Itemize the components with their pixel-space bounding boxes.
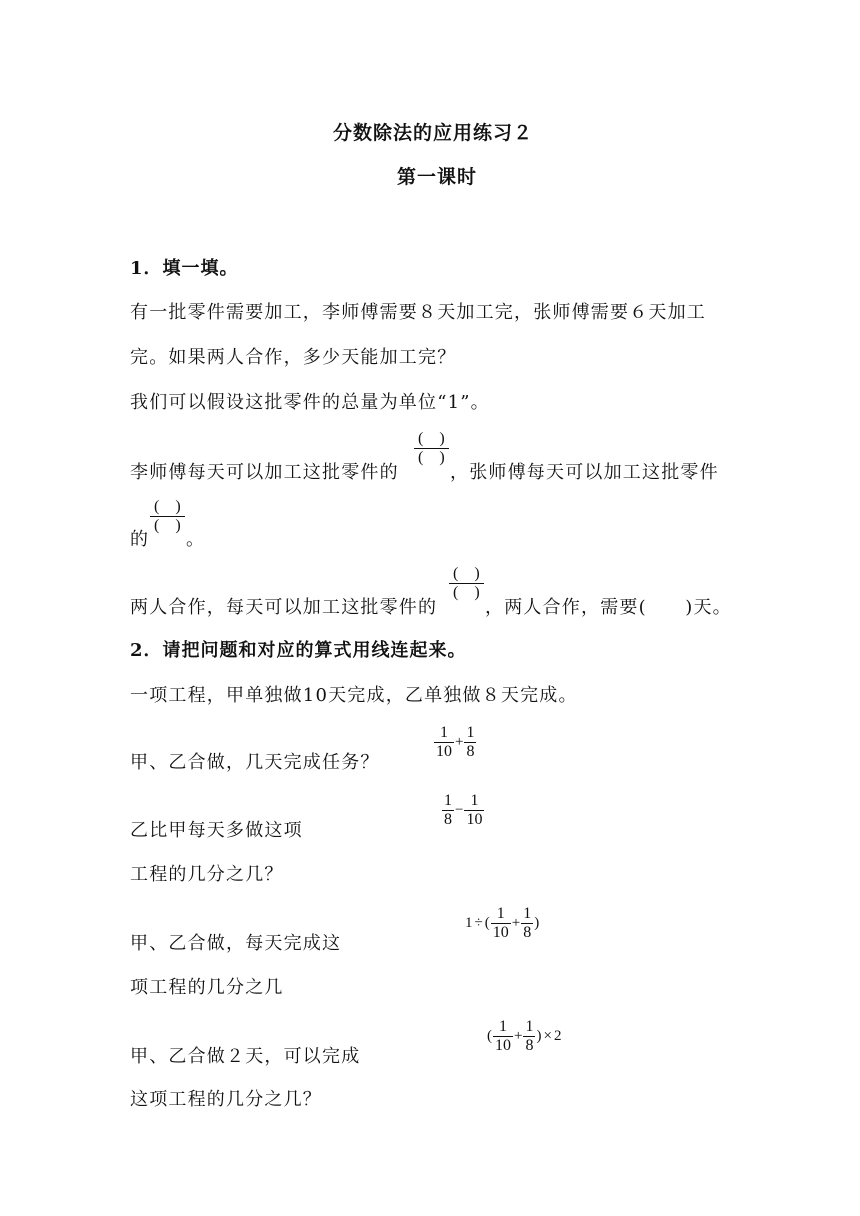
q1-line6-b: ，两人合作，需要( )天。 <box>485 597 732 618</box>
minus-sign: − <box>455 802 464 818</box>
fraction-one-eighth: $\frac{1}{8}$ <box>466 724 475 760</box>
q1-line5-b: 。 <box>186 529 206 550</box>
answer-fraction-together[interactable] <box>449 565 484 602</box>
answer-fraction-li[interactable] <box>414 430 449 467</box>
times-sign: × <box>543 1028 552 1044</box>
q1-line6-a: 两人合作，每天可以加工这批零件的 <box>130 597 438 618</box>
expression-difference[interactable] <box>442 792 484 829</box>
blank-denominator: ( ) <box>453 584 480 601</box>
answer-fraction-zhang[interactable] <box>150 498 185 535</box>
blank-numerator: ( ) <box>449 565 484 584</box>
divide-sign: ÷ <box>474 915 483 931</box>
q2-question-2-cont: 工程的几分之几？ <box>130 864 284 885</box>
expression-product[interactable]: ( $\frac{1}{10}$ + $\frac{1}{8}$ ) × 2 <box>487 1018 562 1054</box>
q2-heading: 2．请把问题和对应的算式用线连起来。 <box>130 640 467 661</box>
fraction-one-eighth: $\frac{1}{8}$ <box>523 905 532 941</box>
q2-question-3[interactable]: 甲、乙合做，每天完成这 <box>130 933 342 954</box>
page-subtitle: 第一课时 <box>397 166 478 188</box>
blank-denominator: ( ) <box>154 517 181 534</box>
q1-line3: 我们可以假设这批零件的总量为单位“1”。 <box>130 392 490 413</box>
q1-line5-a: 的 <box>130 529 150 550</box>
q2-question-4-cont: 这项工程的几分之几？ <box>130 1089 322 1110</box>
q2-question-2[interactable]: 乙比甲每天多做这项 <box>130 820 303 841</box>
expression-sum[interactable] <box>434 724 476 761</box>
page-title: 分数除法的应用练习２ <box>333 122 534 144</box>
q1-line4-a: 李师傅每天可以加工这批零件的 <box>130 462 399 483</box>
q1-line1: 有一批零件需要加工，李师傅需要８天加工完，张师傅需要６天加工 <box>130 302 706 323</box>
expression-quotient[interactable]: 1 ÷ ( $\frac{1}{10}$ + $\frac{1}{8}$ ) <box>465 905 540 941</box>
q2-question-1[interactable]: 甲、乙合做，几天完成任务？ <box>130 752 380 773</box>
plus-sign: + <box>455 734 464 750</box>
blank-denominator: ( ) <box>418 449 445 466</box>
q2-question-3-cont: 项工程的几分之几 <box>130 977 284 998</box>
q2-intro: 一项工程，甲单独做10天完成，乙单独做８天完成。 <box>130 685 578 706</box>
fraction-one-tenth: $\frac{1}{10}$ <box>495 1018 511 1054</box>
q2-question-4[interactable]: 甲、乙合做２天，可以完成 <box>130 1046 361 1067</box>
plus-sign: + <box>511 915 521 931</box>
blank-numerator: ( ) <box>414 430 449 449</box>
q1-line4-b: ，张师傅每天可以加工这批零件 <box>450 462 719 483</box>
q1-line2: 完。如果两人合作，多少天能加工完？ <box>130 347 457 368</box>
fraction-one-eighth: $\frac{1}{8}$ <box>444 792 452 828</box>
fraction-one-tenth: $\frac{1}{10}$ <box>466 792 483 828</box>
fraction-one-tenth: $\frac{1}{10}$ <box>436 724 452 760</box>
plus-sign: + <box>514 1028 523 1044</box>
blank-numerator: ( ) <box>150 498 185 517</box>
fraction-one-eighth: $\frac{1}{8}$ <box>525 1018 534 1054</box>
q1-heading: 1．填一填。 <box>130 258 239 279</box>
fraction-one-tenth: $\frac{1}{10}$ <box>492 905 509 941</box>
